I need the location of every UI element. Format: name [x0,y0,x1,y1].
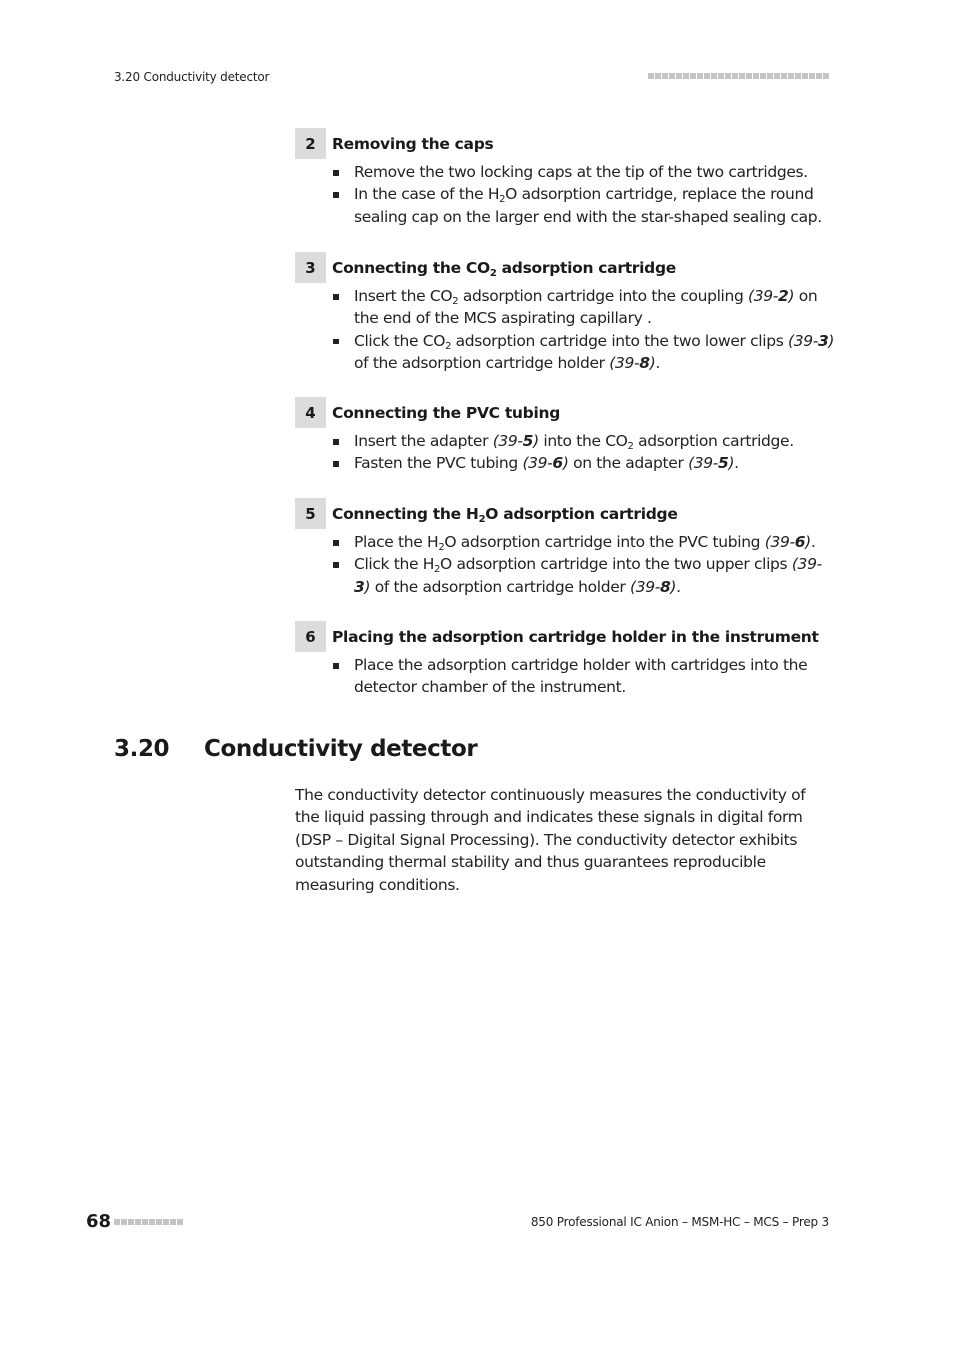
bullet-item: Remove the two locking caps at the tip of the two cartridges. [295,161,835,183]
step-bullets [295,161,835,228]
section-paragraph: The conductivity detector continuously measures the conductivity of the liquid passing through and indicates these signals in digital form (DSP – Digital Signal Processing). The conductivity detector exhibits outstanding thermal stability and thus guarantees reproducible measuring conditions. [295,786,806,894]
step-bullets [295,430,835,475]
figure-reference: (39-8) [630,577,677,596]
section-number: 3.20 [114,736,170,762]
step-5 [295,498,835,598]
bullet-item: Insert the adapter (39-5) into the $CO_2$ adsorption cartridge. [295,430,835,452]
figure-reference: (39-5) [492,432,539,450]
step-2 [295,128,835,228]
figure-reference: (39-6) [522,454,569,473]
step-header [295,397,835,428]
running-header: 3.20 Conductivity detector [114,70,270,84]
step-title: Removing the caps [332,134,494,153]
figure-reference: (39-8) [609,354,656,373]
section-title: Conductivity detector [204,736,478,762]
bullet-item: Fasten the PVC tubing (39-6) on the adapter (39-5). [295,452,835,474]
step-bullets [295,654,835,699]
step-bullets [295,285,835,375]
step-4 [295,397,835,475]
figure-reference: (39-3) [354,555,822,596]
step-title: Connecting the $CO_2$ adsorption cartridge [332,258,676,279]
bullet-item: Place the adsorption cartridge holder with cartridges into the detector chamber of the instrument. [295,654,835,699]
step-number: 5 [295,498,326,529]
step-3 [295,252,835,375]
bullet-item: Place the $H_2O$ adsorption cartridge into the PVC tubing (39-6). [295,531,835,553]
section-heading [114,736,477,762]
bullet-item: In the case of the $H_2O$ adsorption cartridge, replace the round sealing cap on the larger end with the star-shaped sealing cap. [295,183,835,228]
step-header [295,621,835,652]
bullet-item: Insert the $CO_2$ adsorption cartridge into the coupling (39-2) on the end of the MCS aspirating capillary . [295,285,835,330]
step-number: 4 [295,397,326,428]
step-6 [295,621,835,699]
step-bullets [295,531,835,598]
figure-reference: (39-2) [748,287,795,305]
header-decoration-dots [648,73,829,79]
page-number: 68 [86,1211,112,1232]
figure-reference: (39-3) [788,331,835,350]
step-title: Connecting the $H_2O$ adsorption cartridge [332,504,678,525]
step-number: 6 [295,621,326,652]
step-header [295,252,835,283]
step-title: Connecting the PVC tubing [332,403,561,422]
bullet-item: Click the $CO_2$ adsorption cartridge into the two lower clips (39-3) of the adsorption cartridge holder (39-8). [295,330,835,375]
bullet-item: Click the $H_2O$ adsorption cartridge into the two upper clips (39-3) of the adsorption cartridge holder (39-8). [295,553,835,598]
step-header [295,498,835,529]
figure-reference: (39-5) [688,454,735,473]
figure-reference: (39-6) [764,533,811,551]
step-header [295,128,835,159]
document-title: 850 Professional IC Anion – MSM-HC – MCS – Prep 3 [530,1215,829,1229]
step-title: Placing the adsorption cartridge holder in the instrument [332,627,819,646]
footer-decoration-dots [114,1219,183,1225]
step-number: 3 [295,252,326,283]
step-number: 2 [295,128,326,159]
